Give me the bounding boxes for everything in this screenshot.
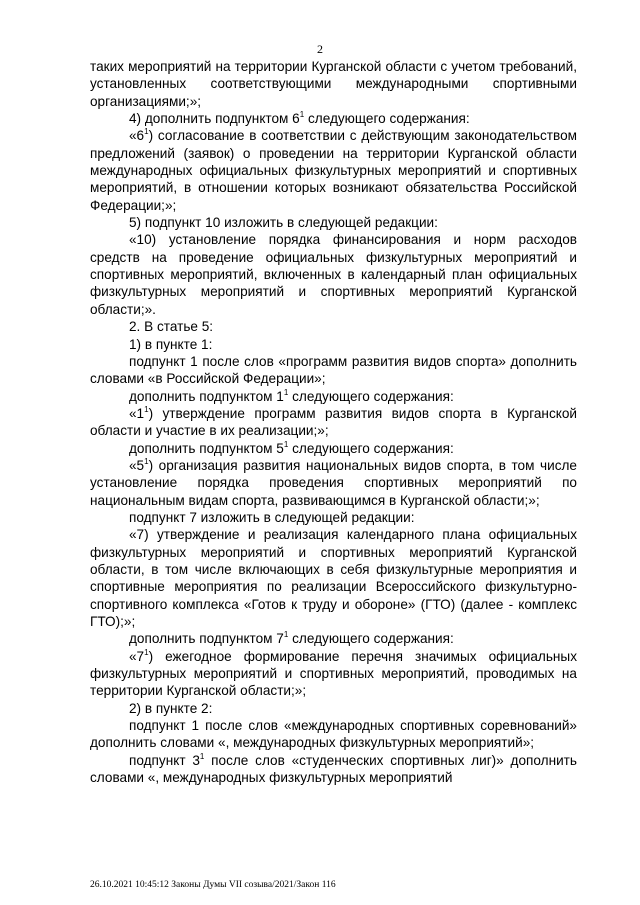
paragraph [90, 630, 577, 647]
paragraph-text: следующего содержания: [288, 388, 454, 404]
paragraph [90, 231, 577, 318]
paragraph-text: ) организация развития национальных видов спорта, в том числе установление порядка проведения спортивных мероприятий по национальным видам спорта, развивающимся в Курганской области;»; [90, 457, 577, 508]
superscript: 1 [144, 456, 149, 466]
document-body [90, 58, 577, 786]
paragraph [90, 700, 577, 717]
paragraph [90, 127, 577, 214]
paragraph-text: дополнить подпунктом 7 [129, 631, 284, 647]
superscript: 1 [283, 387, 289, 397]
paragraph-text: 4) дополнить подпунктом 6 [129, 111, 300, 127]
paragraph [90, 110, 577, 127]
paragraph-text: ) ежегодное формирование перечня значимых официальных физкультурных мероприятий и спортивных мероприятий, проводимых на территории Курганской области;»; [90, 648, 577, 699]
paragraph [90, 388, 577, 405]
paragraph-text: «7) утверждение и реализация календарного плана официальных физкультурных мероприятий и спортивных мероприятий Курганской области, в том числе включающих в себя физкультурные мероприятия и спортивные мероприятия по реализации Всероссийского физкультурно-спортивного комплекса «Готов к труду и обороне» (ГТО) (далее - комплекс ГТО);»; [90, 527, 577, 629]
paragraph-text: следующего содержания: [288, 631, 454, 647]
paragraph [90, 318, 577, 335]
superscript: 1 [199, 751, 205, 761]
paragraph-text: подпункт 3 [129, 752, 200, 768]
superscript: 1 [144, 127, 149, 137]
paragraph-text: после слов «студенческих спортивных лиг)» дополнить словами «, международных физкультурных мероприятий [90, 752, 577, 786]
paragraph-text: 2. В статье 5: [129, 319, 214, 335]
paragraph-text: «10) установление порядка финансирования и норм расходов средств на проведение официальных физкультурных мероприятий и спортивных мероприятий, включенных в календарный план официальных физкультурных мероприятий и спортивных мероприятий Курганской области;». [90, 232, 577, 317]
paragraph [90, 648, 577, 700]
paragraph [90, 440, 577, 457]
paragraph-text: следующего содержания: [304, 111, 470, 127]
paragraph-text: 5) подпункт 10 изложить в следующей редакции: [129, 215, 438, 231]
paragraph [90, 353, 577, 388]
superscript: 1 [299, 110, 305, 120]
paragraph [90, 214, 577, 231]
paragraph [90, 509, 577, 526]
paragraph-text: «1 [129, 405, 145, 421]
paragraph [90, 717, 577, 752]
paragraph-text: подпункт 7 изложить в следующей редакции: [129, 509, 415, 525]
paragraph-text: дополнить подпунктом 1 [129, 388, 284, 404]
paragraph-text: 1) в пункте 1: [129, 336, 213, 352]
paragraph [90, 336, 577, 353]
paragraph [90, 526, 577, 630]
superscript: 1 [283, 439, 289, 449]
paragraph-text: дополнить подпунктом 5 [129, 440, 284, 456]
paragraph-text: подпункт 1 после слов «программ развития видов спорта» дополнить словами «в Российской Федерации»; [90, 353, 577, 387]
document-footer: 26.10.2021 10:45:12 Законы Думы VII созыва/2021/Закон 116 [90, 880, 336, 890]
superscript: 1 [283, 630, 289, 640]
paragraph-text: 2) в пункте 2: [129, 700, 213, 716]
page-number: 2 [317, 42, 323, 56]
paragraph [90, 752, 577, 787]
paragraph [90, 405, 577, 440]
paragraph-text: следующего содержания: [288, 440, 454, 456]
paragraph-text: «7 [129, 648, 145, 664]
superscript: 1 [144, 404, 149, 414]
paragraph-text: таких мероприятий на территории Курганской области с учетом требований, установленных соответствующими международными спортивными организациями;»; [90, 59, 577, 109]
paragraph-text: подпункт 1 после слов «международных спортивных соревнований» дополнить словами «, международных физкультурных мероприятий»; [90, 718, 577, 751]
paragraph-text: ) согласование в соответствии с действующим законодательством предложений (заявок) о проведении на территории Курганской области международных официальных физкультурных мероприятий и спортивных мероприятий, в отношении которых возникают обязательства Российской Федерации;»; [90, 128, 577, 213]
paragraph [90, 58, 577, 110]
paragraph-text: «5 [129, 457, 145, 473]
paragraph [90, 457, 577, 509]
paragraph-text: ) утверждение программ развития видов спорта в Курганской области и участие в их реализации;»; [90, 405, 577, 439]
paragraph-text: «6 [129, 128, 145, 144]
superscript: 1 [144, 647, 149, 657]
